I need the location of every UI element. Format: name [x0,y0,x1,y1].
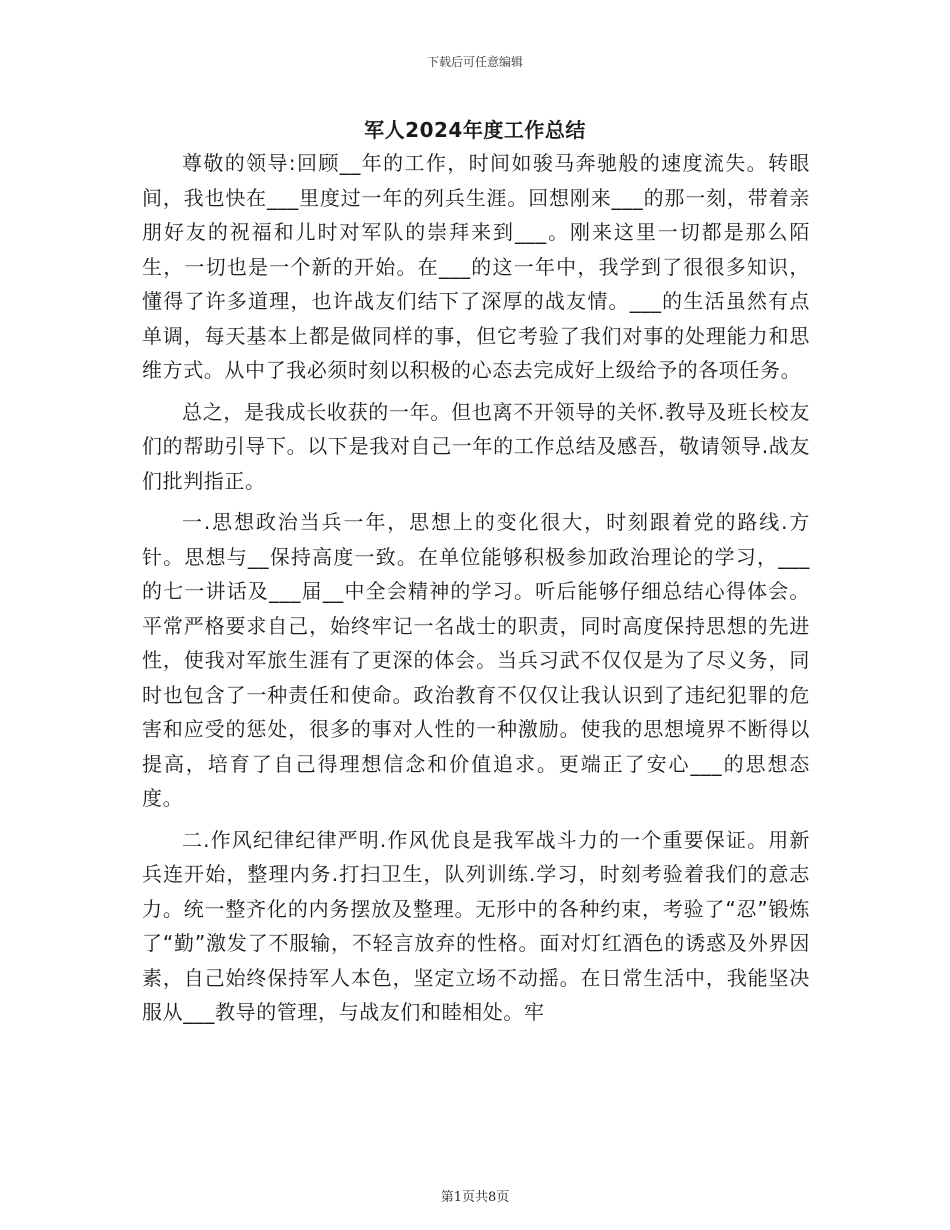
paragraph-summary: 总之，是我成长收获的一年。但也离不开领导的关怀.教导及班长校友们的帮助引导下。以下是我对自己一年的工作总结及感吾，敬请领导.战友们批判指正。 [142,399,810,493]
page-number: 第1页共8页 [440,1190,510,1205]
header-note: 下载后可任意编辑 [426,55,523,69]
paragraph-discipline: 二.作风纪律纪律严明.作风优良是我军战斗力的一个重要保证。用新兵连开始，整理内务.打扫卫生，队列训练.学习，时刻考验着我们的意志力。统一整齐化的内务摆放及整理。无形中的各种约束，考验了“忍”锻炼了“勤”激发了不服输，不轻言放弃的性格。面对灯红酒色的诱惑及外界因素，自己始终保持军人本色，坚定立场不动摇。在日常生活中，我能坚决服从___教导的管理，与战友们和睦相处。牢 [142,827,810,1024]
document-body [142,146,810,1037]
document-title: 军人2024年度工作总结 [364,118,586,142]
paragraph-political-thought: 一.思想政治当兵一年，思想上的变化很大，时刻跟着党的路线.方针。思想与__保持高度一致。在单位能够积极参加政治理论的学习，___的七一讲话及___届__中全会精神的学习。听后能够仔细总结心得体会。平常严格要求自己，始终牢记一名战士的职责，同时高度保持思想的先进性，使我对军旅生涯有了更深的体会。当兵习武不仅仅是为了尽义务，同时也包含了一种责任和使命。政治教育不仅仅让我认识到了违纪犯罪的危害和应受的惩处，很多的事对人性的一种激励。使我的思想境界不断得以提高，培育了自己得理想信念和价值追求。更端正了安心___的思想态度。 [142,510,810,810]
paragraph-greeting: 尊敬的领导:回顾__年的工作，时间如骏马奔驰般的速度流失。转眼间，我也快在___里度过一年的列兵生涯。回想刚来___的那一刻，带着亲朋好友的祝福和儿时对军队的崇拜来到___。刚来这里一切都是那么陌生，一切也是一个新的开始。在___的这一年中，我学到了很很多知识，懂得了许多道理，也许战友们结下了深厚的战友情。___的生活虽然有点单调，每天基本上都是做同样的事，但它考验了我们对事的处理能力和思维方式。从中了我必须时刻以积极的心态去完成好上级给予的各项任务。 [142,151,810,382]
